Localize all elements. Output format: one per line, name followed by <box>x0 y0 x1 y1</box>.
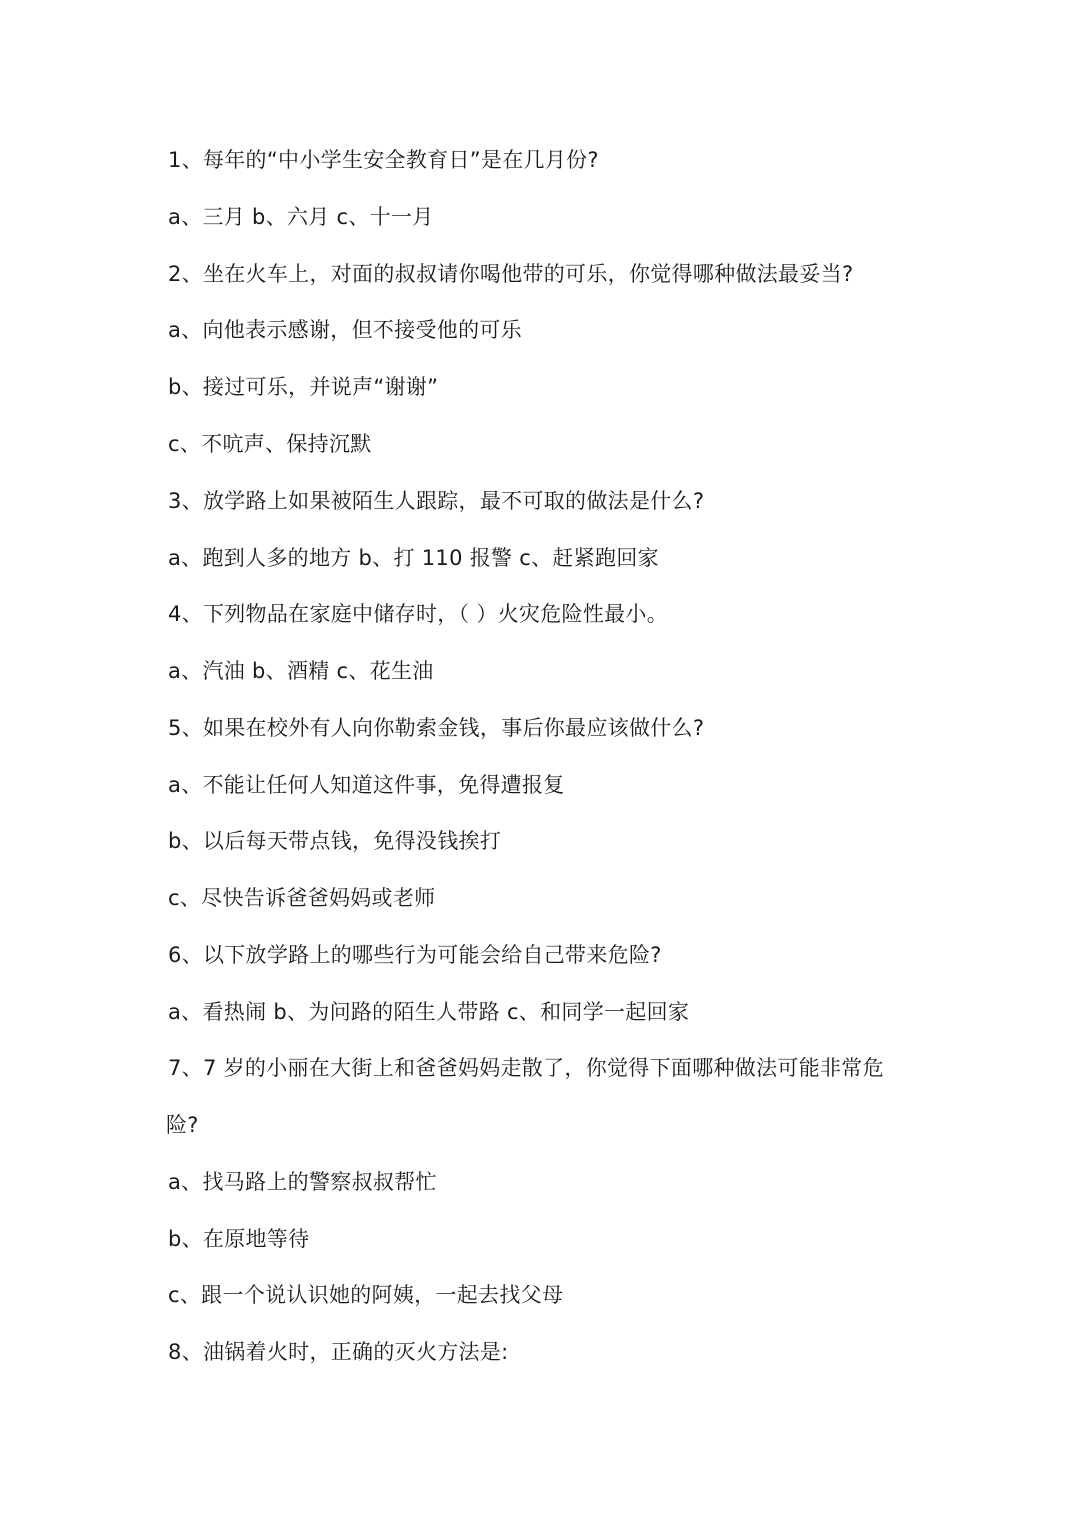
question-6-options: a、看热闹 b、为问路的陌生人带路 c、和同学一起回家 <box>168 1000 690 1024</box>
question-7-continuation: 险? <box>166 1113 199 1137</box>
question-2-option-c: c、不吭声、保持沉默 <box>168 432 372 456</box>
question-2-option-a: a、向他表示感谢，但不接受他的可乐 <box>168 318 522 342</box>
question-4: 4、下列物品在家庭中储存时，（ ）火灾危险性最小。 <box>168 602 669 626</box>
question-2: 2、坐在火车上，对面的叔叔请你喝他带的可乐，你觉得哪种做法最妥当? <box>168 262 854 286</box>
question-7-option-c: c、跟一个说认识她的阿姨，一起去找父母 <box>168 1283 564 1307</box>
question-7-option-b: b、在原地等待 <box>168 1227 310 1251</box>
question-1: 1、每年的“中小学生安全教育日”是在几月份? <box>168 148 599 172</box>
question-4-options: a、汽油 b、酒精 c、花生油 <box>168 659 434 683</box>
question-5: 5、如果在校外有人向你勒索金钱，事后你最应该做什么? <box>168 716 705 740</box>
question-5-option-a: a、不能让任何人知道这件事，免得遭报复 <box>168 773 565 797</box>
question-6: 6、以下放学路上的哪些行为可能会给自己带来危险? <box>168 943 662 967</box>
question-2-option-b: b、接过可乐，并说声“谢谢” <box>168 375 439 399</box>
question-5-option-c: c、尽快告诉爸爸妈妈或老师 <box>168 886 436 910</box>
question-7-option-a: a、找马路上的警察叔叔帮忙 <box>168 1170 437 1194</box>
question-5-option-b: b、以后每天带点钱，免得没钱挨打 <box>168 829 502 853</box>
question-7: 7、7 岁的小丽在大街上和爸爸妈妈走散了，你觉得下面哪种做法可能非常危 <box>168 1056 884 1080</box>
question-1-options: a、三月 b、六月 c、十一月 <box>168 205 434 229</box>
question-3: 3、放学路上如果被陌生人跟踪，最不可取的做法是什么? <box>168 489 705 513</box>
question-3-options: a、跑到人多的地方 b、打 110 报警 c、赶紧跑回家 <box>168 546 659 570</box>
question-8: 8、油锅着火时，正确的灭火方法是: <box>168 1340 509 1364</box>
